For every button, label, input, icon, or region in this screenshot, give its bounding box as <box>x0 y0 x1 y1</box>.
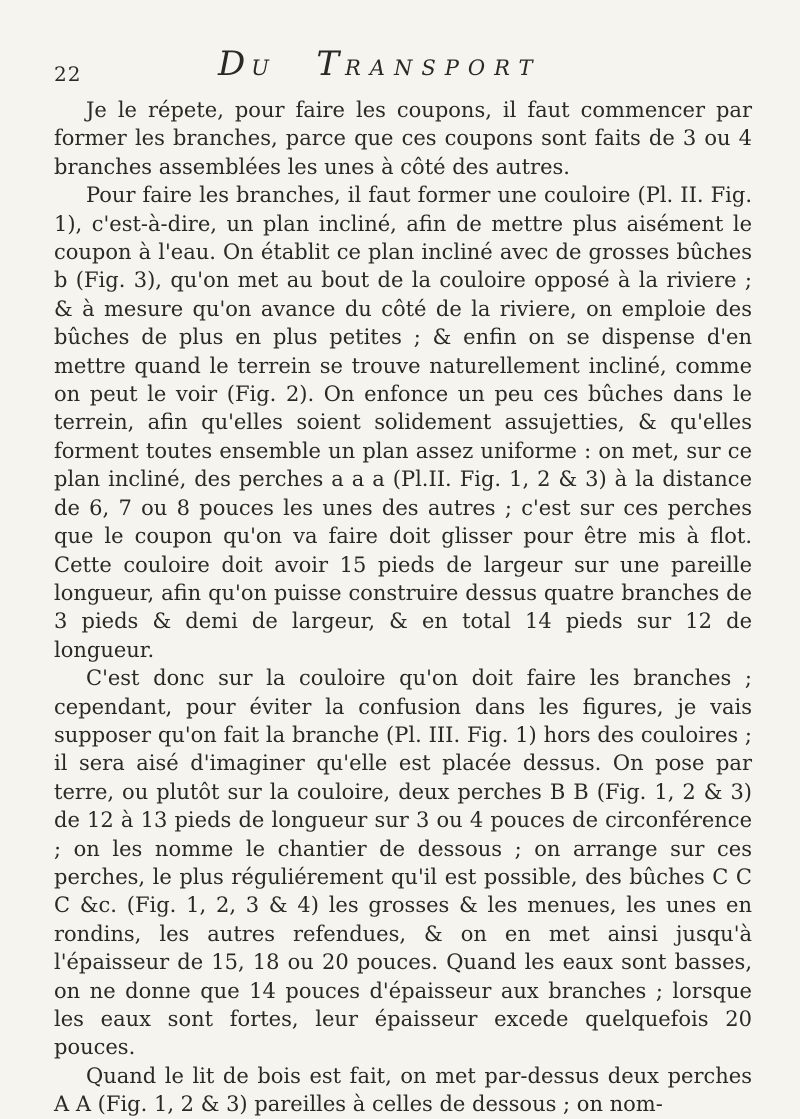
running-head <box>54 40 752 90</box>
paragraph: Quand le lit de bois est fait, on met par-dessus deux perches A A (Fig. 1, 2 & 3) pareilles à celles de dessous ; on nom- <box>54 1063 752 1117</box>
running-title <box>218 44 542 84</box>
page-number: 22 <box>54 62 82 86</box>
paragraph: C'est donc sur la couloire qu'on doit faire les branches ; cependant, pour éviter la confusion dans les figures, je vais supposer qu'on fait la branche (Pl. III. Fig. 1) hors des couloires ; il sera aisé d'imaginer qu'elle est placée dessus. On pose par terre, ou plutôt sur la couloire, deux perches B B (Fig. 1, 2 & 3) de 12 à 13 pieds de longueur sur 3 ou 4 pouces de circonférence ; on les nomme le chantier de dessous ; on arrange sur ces perches, le plus réguliérement qu'il est possible, des bûches C C C &c. (Fig. 1, 2, 3 & 4) les grosses & les menues, les unes en rondins, les autres refendues, & on en met ainsi jusqu'à l'épaisseur de 15, 18 ou 20 pouces. Quand les eaux sont basses, on ne donne que 14 pouces d'épaisseur aux branches ; lorsque les eaux sont fortes, leur épaisseur excede quelquefois 20 pouces. <box>54 666 752 1060</box>
running-title-rest-ransport: RANSPORT <box>345 56 542 80</box>
book-page <box>54 40 752 1119</box>
running-title-initial-d: D <box>218 44 252 84</box>
paragraph: Je le répete, pour faire les coupons, il faut commencer par former les branches, parce que ces coupons sont faits de 3 ou 4 branches assemblées les unes à côté des autres. <box>54 98 752 179</box>
paragraph: Pour faire les branches, il faut former une couloire (Pl. II. Fig. 1), c'est-à-dire, un plan incliné, afin de mettre plus aisément le coupon à l'eau. On établit ce plan incliné avec de grosses bûches b (Fig. 3), qu'on met au bout de la couloire opposé à la riviere ; & à mesure qu'on avance du côté de la riviere, on emploie des bûches de plus en plus petites ; & enfin on se dispense d'en mettre quand le terrein se trouve naturellement incliné, comme on peut le voir (Fig. 2). On enfonce un peu ces bûches dans le terrein, afin qu'elles soient solidement assujetties, & qu'elles forment toutes ensemble un plan assez uniforme : on met, sur ce plan incliné, des perches a a a (Pl.II. Fig. 1, 2 & 3) à la distance de 6, 7 ou 8 pouces les unes des autres ; c'est sur ces perches que le coupon qu'on va faire doit glisser pour être mis à flot. Cette couloire doit avoir 15 pieds de largeur sur une pareille longueur, afin qu'on puisse construire dessus quatre branches de 3 pieds & demi de largeur, & en total 14 pieds sur 12 de longueur. <box>54 183 752 662</box>
running-title-rest-u: U <box>251 56 278 80</box>
body-text <box>54 96 752 1119</box>
running-title-initial-t: T <box>316 44 345 84</box>
